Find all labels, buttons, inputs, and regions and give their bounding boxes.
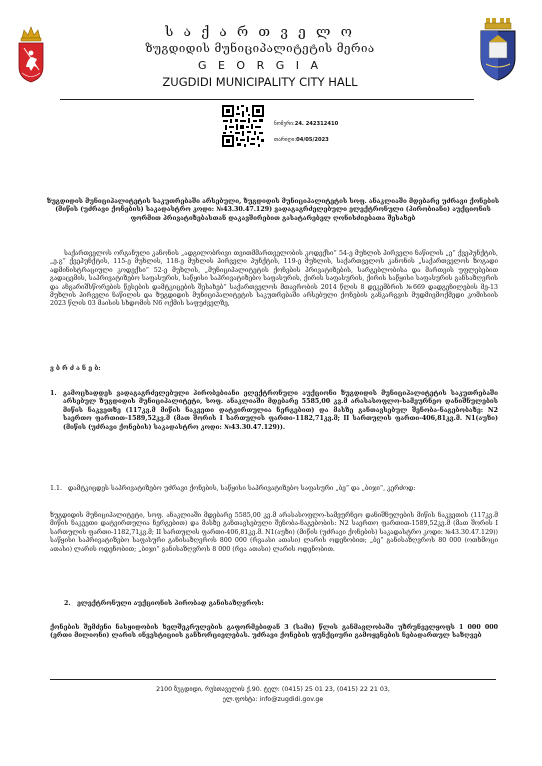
item-1-1-number: 1.1. [50, 485, 63, 492]
zugdidi-city-emblem-icon [472, 18, 524, 84]
item-2-heading: ელექტრონული აუქციონის პირობად განისაზღვროს: [77, 600, 264, 607]
header-country-georgian: ს ა ქ ა რ თ ვ ე ლ ო [165, 24, 355, 40]
item-1-text: გამოცხადდეს ვადაგაგრძელებული პირობებიანი ელექტრონული აუქციონი ზუგდიდის მუნიციპალიტეტის საკუთრებაში არსებულ ზუგდიდის მუნიციპალიტეტი, სოფ. ანაკლიაში მდებარე 5585,00 კვ.მ არასასოფლო-სამეურნეო დანიშნულების მიწის ნაკვეთზე (117კვ.მ მიწის ნაკვეთი დატვირთულია ნერგებით) და მასზე განთავსებულ შენობა-ნაგებობაზე: N2 საერთო ფართით-1589,52კვ.მ (მათ შორის I სართულის ფართი-1182,71კვ.მ; II სართულის ფართი-406,81კვ.მ. N1(აუზი) (მიწის (უძრავი ქონების) საკადასტრო კოდი: №43.30.47.129)). [63, 390, 498, 431]
header-city-hall-georgian: ზუგდიდის მუნიციპალიტეტის მერია [145, 41, 375, 55]
document-date [274, 137, 329, 143]
header-country-english: G E O R G I A [197, 59, 323, 72]
footer-address: 2100 ზუგდიდი, რუსთაველის ქ.90. ტელ: (0415) 25 01 23, (0415) 22 21 03, [156, 686, 390, 693]
footer-divider [50, 679, 496, 680]
decree-heading: ვ ბ რ ძ ა ნ ე ბ: [50, 365, 101, 372]
document-number [274, 121, 338, 127]
item-2-detail: ქონების შემძენი ნასყიდობის ხელშეკრულების გაფორმებიდან 3 (სამი) წლის განმავლობაში უზრუნველყოფს 1 000 000 (ერთი მილიონი) ლარის ინვესტიციის განხორციელებას. უძრავი ქონების ფუნქციური გამოყენების ნებადართულ საზღვებ [50, 624, 498, 640]
document-date-label: თარიღი: [274, 137, 297, 143]
item-1-number: 1. [50, 390, 57, 397]
item-1-1-text: დამტკიცდეს საპრივატიზებო უძრავი ქონების, საწყისი საპრივატიზებო საფასური „ბე“ და „ბიჯი“, კერძოდ: [68, 485, 416, 492]
qr-code-icon[interactable] [221, 104, 265, 148]
header-city-hall-english: ZUGDIDI MUNICIPALITY CITY HALL [162, 75, 358, 89]
document-number-label: ნომერი: [274, 121, 295, 127]
item-1-1-detail: ზუგდიდის მუნიციპალიტეტი, სოფ. ანაკლიაში მდებარე 5585,00 კვ.მ არასასოფლო-სამეურნეო დანიშნულების მიწის ნაკვეთის (117კვ.მ მიწის ნაკვეთი დატვირთულია ნერგებით) და მასზე განთავსებული შენობა-ნაგებობის: N2 საერთო ფართით-1589,52კვ.მ (მათ შორის I სართულის ფართი-1182,71კვ.მ; II სართულის ფართი-406,81კვ.მ. N1(აუზი) (მიწის (უძრავი ქონების) საკადასტრო კოდი: №43.30.47.129)) საწყისი საპრივატიზებო საფასური განისაზღვროს 800 000 (რვაასი ათასი) ლარის ოდენობით; „ბე“ განისაზღვროს 80 000 (ოთხმოცი ათასი) ლარის ოდენობით; „ბიჯი“ განისაზღვროს 8 000 (რვა ათასი) ლარის ოდენობით. [50, 512, 498, 553]
document-date-value: 04/05/2023 [296, 137, 329, 143]
footer-email: ელ.ფოსტა: info@zugdidi.gov.ge [222, 696, 324, 703]
document-title: ზუგდიდის მუნიციპალიტეტის საკუთრებაში არსებული, ზუგდიდის მუნიციპალიტეტის სოფ. ანაკლიაში მდებარე უძრავი ქონების (მიწის (უძრავი ქონების) საკადასტრო კოდი: №43.30.47.129) ვადაგაგრძელებული ელექტრონული (პირობიანი) აუქციონის ფორმით პრივატიზებასთან დაკავშირებით გასატარებელ ღონისძიებათა შესახებ [46, 198, 500, 222]
item-2-number: 2. [64, 600, 71, 607]
intro-paragraph: საქართველოს ორგანული კანონის „ადგილობრივი თვითმმართველობის კოდექსი“ 54-ე მუხლის პირველი ნაწილის „ე“ ქვეპუნქტის, „ე.გ“ ქვეპუნქტის, 115-ე მუხლის, 118-ე მუხლის პირველი პუნქტის, 119-ე მუხლის, საქართველოს კანონის „საქართველოს ზოგადი ადმინისტრაციული კოდექსი“ 52-ე მუხლის, „მუნიციპალიტეტის ქონების პრივატიზების, სარგებლობისა და მართვის უფლებებით გადაცემის, საპრივატიზებო საფასურის, საწყისი საპრივატიზებო საფასურის, ქირის საფასურის, ქირის საწყისი საფასურის განსაზღვრის და ანგარიშსწორების წესების დამტკიცების შესახებ“ საქართველოს მთავრობის 2014 წლის 8 დეკემბრის №669 დადგენილების მე-13 მუხლის პირველი ნაწილის და ზუგდიდის მუნიციპალიტეტის საკუთრებაში არსებული ქონების განკარგვის მუდმივმოქმედი კომისიის 2023 წლის 03 მაისის სხდომის N6 ოქმის საფუძველზე, [50, 250, 498, 308]
document-number-value: 24. 242312410 [294, 121, 339, 127]
georgia-coat-of-arms-icon [14, 22, 48, 106]
header-divider [60, 99, 474, 100]
